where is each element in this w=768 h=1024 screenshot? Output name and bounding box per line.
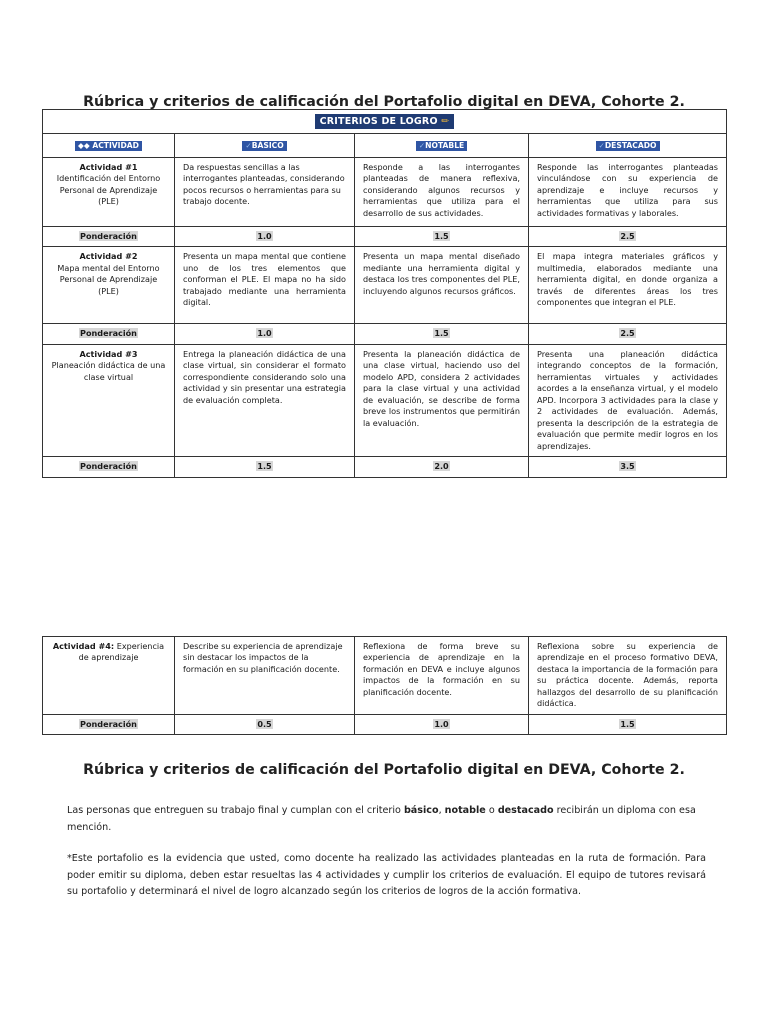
diamond-icon: ◆◆ <box>78 140 90 150</box>
section-title: Rúbrica y criterios de calificación del Portafolio digital en DEVA, Cohorte 2. <box>83 762 685 778</box>
criterion-basico: Describe su experiencia de aprendizaje sin destacar los impactos de la formación en su planificación docente. <box>175 637 355 715</box>
ponderacion-row <box>43 457 727 477</box>
ponderacion-row <box>43 714 727 734</box>
header-notable: ✓NOTABLE <box>355 134 529 158</box>
activity-name: Actividad #2 <box>79 251 138 262</box>
criterion-notable: Presenta un mapa mental diseñado mediante una herramienta digital y destaca los tres componentes del PLE, incluyendo algunos recursos gráficos. <box>355 247 529 324</box>
criterion-notable: Reflexiona de forma breve su experiencia de aprendizaje en la formación en DEVA e incluye algunos impactos de la formación en su planificación docente. <box>355 637 529 715</box>
ponderacion-label: Ponderación <box>80 718 137 729</box>
criterion-destacado: Reflexiona sobre su experiencia de aprendizaje en el proceso formativo DEVA, destaca la importancia de la formación para su práctica docente. Además, reporta hallazgos del desarrollo de su planificación didáctica. <box>529 637 727 715</box>
rubric-table <box>42 109 727 478</box>
ponderacion-basico: 1.5 <box>257 461 272 472</box>
check-icon: ✓ <box>418 140 426 150</box>
criterion-destacado: El mapa integra materiales gráficos y multimedia, elaborados mediante una herramienta digital, en donde organiza a través de diferentes áreas los tres componentes que integran el PLE. <box>529 247 727 324</box>
activity-description: Identificación del Entorno Personal de Aprendizaje (PLE) <box>56 173 161 207</box>
activity-description: Experiencia de aprendizaje <box>78 641 165 663</box>
activity-name: Actividad #4: <box>52 641 115 651</box>
criterios-label: CRITERIOS DE LOGRO ✏ <box>315 114 455 129</box>
activity-cell <box>43 247 175 324</box>
ponderacion-row <box>43 227 727 247</box>
criterion-notable: Presenta la planeación didáctica de una clase virtual, haciendo uso del modelo APD, considera 2 actividades para la clase virtual y una actividad de evaluación, se describe de forma breve los instrumentos que permitirán la evaluación. <box>355 344 529 456</box>
criterion-basico: Entrega la planeación didáctica de una clase virtual, sin considerar el formato correspondiente considerando solo una actividad y sin presentar una estrategia de evaluación completa. <box>175 344 355 456</box>
activity-cell <box>43 637 175 715</box>
diploma-note: Las personas que entreguen su trabajo final y cumplan con el criterio básico, notable o destacado recibirán un diploma con esa mención. <box>67 805 696 833</box>
criterion-notable: Responde a las interrogantes planteadas de manera reflexiva, considerando algunos recursos y herramientas que utiliza para el desarrollo de sus actividades. <box>355 158 529 227</box>
ponderacion-basico: 1.0 <box>257 328 272 339</box>
activity-name: Actividad #3 <box>79 348 138 359</box>
ponderacion-row <box>43 324 727 344</box>
ponderacion-label: Ponderación <box>80 461 137 472</box>
ponderacion-destacado: 2.5 <box>620 231 635 241</box>
table-row <box>43 637 727 715</box>
rubric-table-continued <box>42 636 727 735</box>
ponderacion-destacado: 1.5 <box>620 718 635 729</box>
page-title: Rúbrica y criterios de calificación del Portafolio digital en DEVA, Cohorte 2. <box>83 94 685 110</box>
table-row <box>43 158 727 227</box>
header-basico: ✓BÁSICO <box>175 134 355 158</box>
pencil-icon: ✏ <box>441 115 450 127</box>
portfolio-note: *Este portafolio es la evidencia que usted, como docente ha realizado las actividades planteadas en la ruta de formación. Para poder emitir su diploma, deben estar resueltas las 4 actividades y cumplir los criterios de evaluación. El equipo de tutores revisará su portafolio y determinará el nivel de logro alcanzado según los criterios de logros de la acción formativa. <box>67 853 706 897</box>
check-icon: ✓ <box>245 140 252 150</box>
activity-cell <box>43 158 175 227</box>
table-row <box>43 247 727 324</box>
criterion-basico: Da respuestas sencillas a las interrogantes planteadas, considerando pocos recursos o herramientas para su trabajo docente. <box>175 158 355 227</box>
header-destacado: ✓DESTACADO <box>529 134 727 158</box>
ponderacion-basico: 0.5 <box>257 718 272 729</box>
ponderacion-label: Ponderación <box>80 328 137 339</box>
ponderacion-label: Ponderación <box>80 231 137 241</box>
criterion-basico: Presenta un mapa mental que contiene uno de los tres elementos que conforman el PLE. El mapa no ha sido trabajado mediante una herramienta digital. <box>175 247 355 324</box>
ponderacion-destacado: 3.5 <box>620 461 635 472</box>
ponderacion-notable: 2.0 <box>434 461 449 472</box>
criterios-header <box>43 110 727 134</box>
table-row <box>43 344 727 456</box>
ponderacion-destacado: 2.5 <box>620 328 635 339</box>
activity-cell <box>43 344 175 456</box>
criterion-destacado: Responde las interrogantes planteadas vinculándose con su experiencia de aprendizaje e incluye recursos y herramientas que utiliza para sus actividades formativas y laborales. <box>529 158 727 227</box>
criterion-destacado: Presenta una planeación didáctica integrando conceptos de la formación, herramientas virtuales y actividades acordes a la enseñanza virtual, y el modelo APD. Incorpora 3 actividades para la clase y 2 actividades de evaluación. Además, presenta la descripción de la estrategia de evaluación que permite medir logros en los aprendizajes. <box>529 344 727 456</box>
activity-description: Mapa mental del Entorno Personal de Aprendizaje (PLE) <box>57 262 160 296</box>
activity-description: Planeación didáctica de una clase virtual <box>51 360 166 382</box>
header-actividad: ◆◆ ACTIVIDAD <box>43 134 175 158</box>
ponderacion-notable: 1.5 <box>434 328 449 339</box>
check-icon: ✓ <box>598 140 605 150</box>
ponderacion-notable: 1.5 <box>434 231 449 241</box>
ponderacion-notable: 1.0 <box>434 718 449 729</box>
activity-name: Actividad #1 <box>79 162 138 172</box>
ponderacion-basico: 1.0 <box>257 231 272 241</box>
